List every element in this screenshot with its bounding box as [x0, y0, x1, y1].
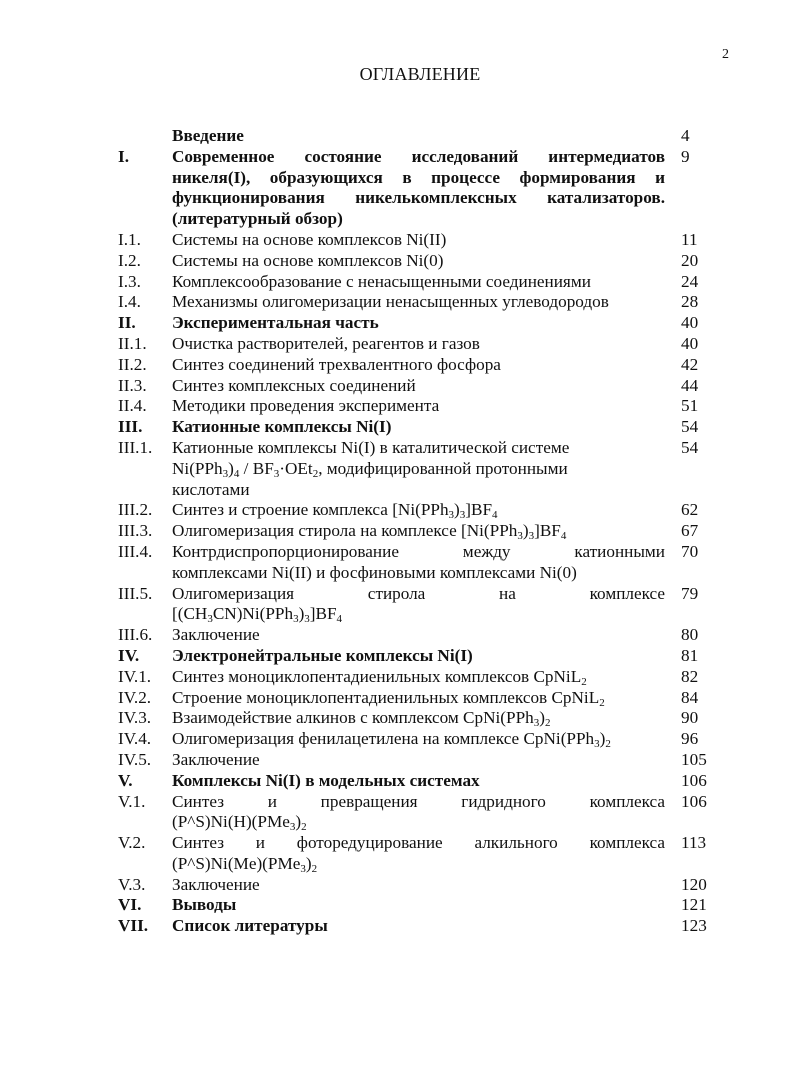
toc-entry-page: 70 [681, 541, 699, 561]
toc-entry [118, 230, 718, 251]
toc-entry-title [172, 126, 665, 147]
toc-entry-number: V. [118, 770, 133, 790]
toc-entry-title [172, 355, 665, 376]
toc-entry-title [172, 688, 665, 709]
toc-entry-number: III.6. [118, 625, 153, 645]
toc-entry-title [172, 147, 665, 230]
toc-entry-number: III.1. [118, 437, 153, 457]
toc-entry-number: VI. [118, 895, 142, 915]
toc-entry-title [172, 417, 665, 438]
toc-entry-number: I.1. [118, 229, 141, 249]
toc-entry-title-line: $(P\^{}S)Ni(Me)(PMe_3)_2$ [172, 853, 318, 875]
toc-entry-page: 42 [681, 354, 699, 374]
toc-entry-title [172, 500, 665, 521]
toc-entry-title [172, 625, 665, 646]
toc-entry-number: III.3. [118, 521, 153, 541]
toc-entry-page: 54 [681, 437, 699, 457]
page-number: 2 [722, 47, 729, 62]
toc-entry-number: IV.5. [118, 749, 152, 769]
toc-entry [118, 376, 718, 397]
toc-entry-page: 24 [681, 271, 699, 291]
toc-entry-page: 67 [681, 521, 699, 541]
toc-entry [118, 334, 718, 355]
toc-entry-title [172, 396, 665, 417]
toc-entry-number: III.2. [118, 500, 153, 520]
toc-entry-number: II.4. [118, 396, 147, 416]
toc-entry [118, 126, 718, 147]
toc-entry-title [172, 542, 665, 584]
toc-entry-page: 106 [681, 770, 707, 790]
toc-entry [118, 792, 718, 834]
toc-entry-title-line: Катионные комплексы Ni(I) в каталитической системе [172, 437, 570, 457]
toc-entry-title [172, 667, 665, 688]
toc-entry-title [172, 771, 665, 792]
toc-entry-page: 120 [681, 874, 707, 894]
toc-entry-number: III. [118, 417, 143, 437]
toc-entry [118, 313, 718, 334]
page-title: ОГЛАВЛЕНИЕ [359, 64, 481, 84]
toc-entry-page: 40 [681, 333, 699, 353]
toc-entry-title-line: Синтез и строение комплекса $[Ni(PPh_3)_3]BF_4$ [172, 500, 498, 522]
toc-entry-title [172, 334, 665, 355]
toc-entry-page: 121 [681, 895, 707, 915]
toc-entry [118, 729, 718, 750]
toc-entry-title-line: $Ni(PPh_3)_4 / BF_3\cdot OEt_2$, модифицированной протонными [172, 458, 568, 480]
toc-entry-number: IV.1. [118, 666, 152, 686]
toc-entry [118, 542, 718, 584]
toc-entry [118, 438, 718, 500]
toc-entry-title-line: Олигомеризация стирола на комплексе [172, 583, 665, 603]
toc-entry [118, 895, 718, 916]
toc-entry-title [172, 272, 665, 293]
toc-entry-title-line: Олигомеризация фенилацетилена на комплексе $CpNi(PPh_3)_2$ [172, 729, 611, 751]
toc-entry-page: 81 [681, 645, 699, 665]
toc-entry [118, 708, 718, 729]
toc-entry [118, 688, 718, 709]
toc-entry-title-line: Введение [172, 126, 244, 145]
toc-entry-number: IV.2. [118, 687, 152, 707]
toc-entry [118, 646, 718, 667]
toc-entry [118, 625, 718, 646]
toc-entry-page: 11 [681, 229, 698, 249]
toc-entry-title-line: Синтез и превращения гидридного комплекса [172, 791, 665, 811]
toc-entry [118, 584, 718, 626]
toc-entry-title-line: Выводы [172, 895, 237, 915]
toc-entry-page: 4 [681, 126, 690, 145]
toc-entry [118, 833, 718, 875]
toc-entry-page: 79 [681, 583, 699, 603]
toc-entry-title-line: Список литературы [172, 916, 328, 936]
toc-entry [118, 771, 718, 792]
toc-entry-title-line: Очистка растворителей, реагентов и газов [172, 333, 480, 353]
toc-entry-page: 40 [681, 313, 699, 333]
toc-entry [118, 292, 718, 313]
toc-entry-title-line: Методики проведения эксперимента [172, 396, 440, 416]
toc-entry-title [172, 646, 665, 667]
toc-entry-title-line: кислотами [172, 479, 250, 499]
toc-entry-page: 106 [681, 791, 707, 811]
toc-entry-page: 44 [681, 375, 699, 395]
toc-entry-title-line: функционирования никелькомплексных катализаторов. [172, 188, 665, 208]
toc-entry [118, 396, 718, 417]
toc-entry-page: 54 [681, 417, 699, 437]
toc-entry-number: V.1. [118, 791, 146, 811]
toc-entry-number: II. [118, 313, 136, 333]
toc-entry-page: 62 [681, 500, 699, 520]
toc-entry-page: 9 [681, 146, 690, 166]
toc-entry-number: I.4. [118, 292, 141, 312]
toc-entry-title-line: никеля(I), образующихся в процессе формирования и [172, 167, 665, 187]
toc-entry-title-line: Комплексообразование с ненасыщенными соединениями [172, 271, 591, 291]
toc-entry-page: 28 [681, 292, 699, 312]
toc-entry-number: III.5. [118, 583, 153, 603]
toc-entry [118, 251, 718, 272]
toc-entry-page: 90 [681, 708, 699, 728]
toc-entry-number: II.3. [118, 375, 147, 395]
toc-entry [118, 500, 718, 521]
toc-entry-title-line: Синтез соединений трехвалентного фосфора [172, 354, 501, 374]
toc-entry [118, 667, 718, 688]
toc-entry [118, 147, 718, 230]
toc-entry-title-line: Катионные комплексы Ni(I) [172, 417, 392, 437]
toc-entry-title-line: Синтез комплексных соединений [172, 375, 416, 395]
toc-entry-title [172, 521, 665, 542]
toc-entry-number: I. [118, 146, 129, 166]
toc-entry-page: 123 [681, 916, 707, 936]
toc-entry-page: 20 [681, 250, 699, 270]
toc-entry-title [172, 251, 665, 272]
toc-entry-title [172, 376, 665, 397]
toc-entry-number: I.3. [118, 271, 141, 291]
toc-entry [118, 417, 718, 438]
toc-entry-title [172, 729, 665, 750]
toc-entry-page: 113 [681, 833, 707, 853]
table-of-contents [118, 126, 718, 937]
toc-entry-title-line: Заключение [172, 874, 260, 894]
toc-entry-title-line: Взаимодействие алкинов с комплексом $CpNi(PPh_3)_2$ [172, 708, 551, 730]
toc-entry-number: IV. [118, 645, 140, 665]
toc-entry-number: VII. [118, 916, 149, 936]
toc-entry [118, 875, 718, 896]
toc-entry-title-line: Синтез и фоторедуцирование алкильного комплекса [172, 833, 665, 853]
toc-entry-page: 80 [681, 625, 699, 645]
toc-entry [118, 916, 718, 937]
toc-entry-title-line: Механизмы олигомеризации ненасыщенных углеводородов [172, 292, 609, 312]
toc-entry [118, 355, 718, 376]
toc-entry [118, 521, 718, 542]
toc-entry-title [172, 230, 665, 251]
toc-entry-number: III.4. [118, 541, 153, 561]
toc-entry-number: IV.4. [118, 729, 152, 749]
toc-entry-title-line: (литературный обзор) [172, 209, 343, 229]
toc-entry-title [172, 875, 665, 896]
toc-entry-title [172, 916, 665, 937]
toc-entry-number: V.2. [118, 833, 146, 853]
toc-entry-number: II.2. [118, 354, 147, 374]
toc-entry-title [172, 438, 665, 500]
toc-entry-title-line: Заключение [172, 625, 260, 645]
toc-entry-title-line: Комплексы Ni(I) в модельных системах [172, 770, 480, 790]
toc-entry-title [172, 292, 665, 313]
toc-entry-page: 84 [681, 687, 699, 707]
toc-entry-title-line: Строение моноциклопентадиенильных комплексов CpNiL$_2$ [172, 687, 605, 709]
toc-entry-number: I.2. [118, 250, 141, 270]
toc-entry-page: 96 [681, 729, 699, 749]
toc-entry [118, 272, 718, 293]
toc-entry-number: II.1. [118, 333, 147, 353]
toc-entry [118, 750, 718, 771]
toc-entry-title-line: Электронейтральные комплексы Ni(I) [172, 645, 473, 665]
toc-entry-title [172, 895, 665, 916]
toc-entry-title-line: $(P\^{}S)Ni(H)(PMe_3)_2$ [172, 812, 307, 834]
toc-entry-title-line: комплексами Ni(II) и фосфиновыми комплексами Ni(0) [172, 562, 577, 582]
toc-entry-title-line: Современное состояние исследований интермедиатов [172, 146, 665, 166]
toc-entry-page: 105 [681, 749, 707, 769]
toc-entry-title-line: Контрдиспропорционирование между катионными [172, 541, 665, 561]
toc-entry-page: 82 [681, 666, 699, 686]
toc-entry-title [172, 833, 665, 875]
toc-entry-title [172, 584, 665, 626]
toc-entry-number: V.3. [118, 874, 146, 894]
toc-entry-number: IV.3. [118, 708, 152, 728]
toc-entry-title-line: Олигомеризация стирола на комплексе $[Ni(PPh_3)_3]BF_4$ [172, 521, 567, 543]
toc-entry-title-line: Заключение [172, 749, 260, 769]
toc-entry-title-line: $[(CH_3CN)Ni(PPh_3)_3]BF_4$ [172, 604, 343, 626]
toc-entry-title [172, 750, 665, 771]
toc-entry-title [172, 313, 665, 334]
toc-entry-title-line: Системы на основе комплексов Ni(0) [172, 250, 444, 270]
toc-entry-title-line: Синтез моноциклопентадиенильных комплексов CpNiL$_2$ [172, 666, 587, 688]
toc-entry-title [172, 792, 665, 834]
toc-entry-title [172, 708, 665, 729]
toc-entry-title-line: Экспериментальная часть [172, 313, 379, 333]
toc-entry-page: 51 [681, 396, 699, 416]
toc-entry-title-line: Системы на основе комплексов Ni(II) [172, 229, 447, 249]
